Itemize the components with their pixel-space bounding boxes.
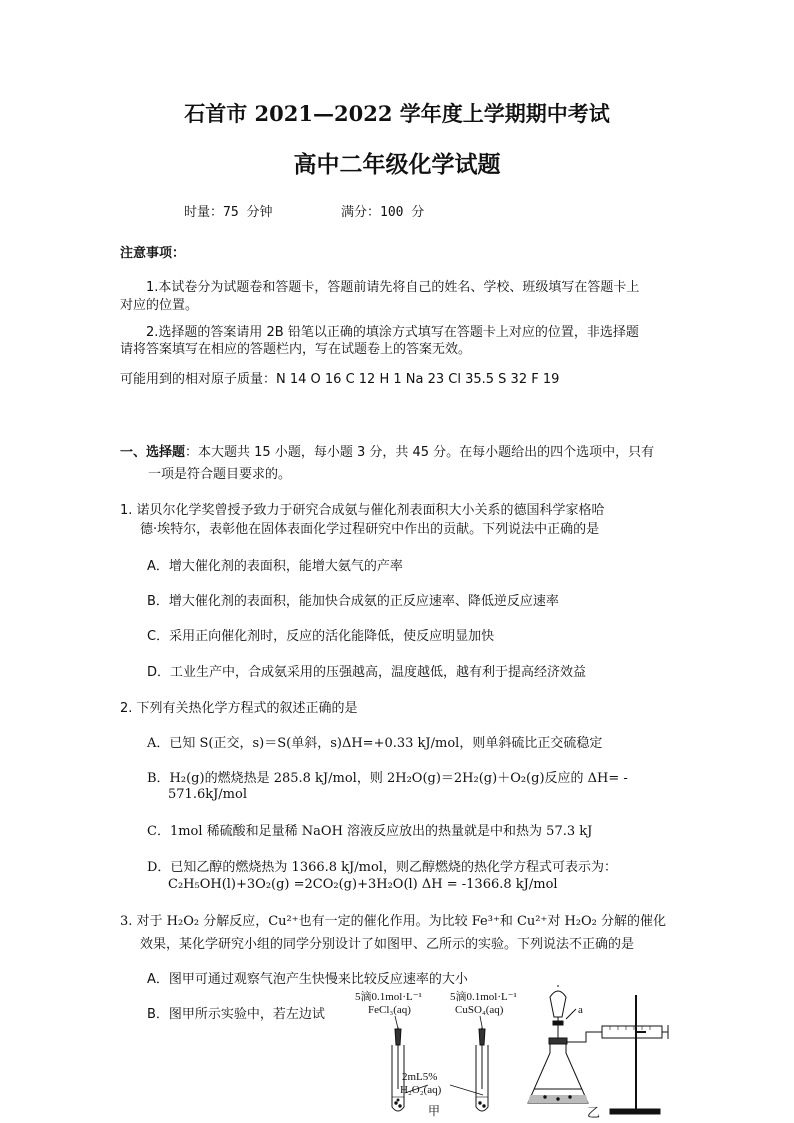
reagent-1-label-line-1: 5滴0.1mol·L⁻¹: [355, 991, 422, 1003]
q3-stem-line-2: 效果，某化学研究小组的同学分别设计了如图甲、乙所示的实验。下列说法不正确的是: [140, 937, 635, 952]
notice-item-1-line-1: 1.本试卷分为试题卷和答题卡，答题前请先将自己的姓名、学校、班级填写在答题卡上: [146, 280, 640, 295]
figure-label-jia: 甲: [428, 1104, 441, 1118]
solution-label-line-2: H₂O₂(aq): [400, 1084, 442, 1096]
solution-label-line-1: 2mL5%: [402, 1071, 438, 1083]
notice-item-2-line-2: 请将答案填写在相应的答题栏内，写在试题卷上的答案无效。: [120, 342, 472, 357]
figure-label-a: a: [578, 1004, 583, 1016]
q1-option-d: D．工业生产中，合成氨采用的压强越高，温度越低，越有利于提高经济效益: [147, 665, 587, 680]
notice-heading: 注意事项：: [120, 246, 186, 261]
section-1-text-line-2: 一项是符合题目要求的。: [148, 467, 292, 482]
q1-stem-line-2: 德·埃特尔，表彰他在固体表面化学过程研究中作出的贡献。下列说法中正确的是: [140, 522, 600, 537]
flask-apparatus: [528, 985, 668, 1114]
reagent-1-label-line-2: FeCl₃(aq): [368, 1004, 411, 1016]
section-1-label: 一、选择题: [120, 445, 186, 460]
exam-time: 时量：75 分钟: [184, 205, 273, 220]
q2-option-c: C．1mol 稀硫酸和足量稀 NaOH 溶液反应放出的热量就是中和热为 57.3 kJ: [147, 824, 593, 839]
q1-option-c: C．采用正向催化剂时，反应的活化能降低，使反应明显加快: [147, 629, 495, 644]
apparatus-figure: [340, 985, 670, 1123]
figure-label-yi: 乙: [587, 1105, 601, 1120]
q2-option-b-line-1: B．H₂(g)的燃烧热是 285.8 kJ/mol，则 2H₂O(g)＝2H₂(g)＋O₂(g)反应的 ΔH= -: [147, 771, 628, 786]
exam-score: 满分：100 分: [341, 205, 425, 220]
q2-stem: 2. 下列有关热化学方程式的叙述正确的是: [120, 701, 358, 716]
test-tube-1: [392, 1027, 404, 1111]
notice-item-2-line-1: 2.选择题的答案请用 2B 铅笔以正确的填涂方式填写在答题卡上对应的位置，非选择题: [146, 325, 639, 340]
notice-item-1-line-2: 对应的位置。: [120, 298, 199, 313]
q2-option-a: A．已知 S(正交，s)＝S(单斜，s)ΔH=+0.33 kJ/mol，则单斜硫比正交硫稳定: [147, 736, 603, 751]
section-1-text: ：本大题共 15 小题，每小题 3 分，共 45 分。在每小题给出的四个选项中，只有: [185, 445, 655, 460]
q2-option-d-line-1: D．已知乙醇的燃烧热为 1366.8 kJ/mol，则乙醇燃烧的热化学方程式可表示为：: [147, 860, 617, 875]
q1-stem-line-1: 1. 诺贝尔化学奖曾授予致力于研究合成氨与催化剂表面积大小关系的德国科学家格哈: [120, 503, 605, 518]
q3-option-a: A．图甲可通过观察气泡产生快慢来比较反应速率的大小: [147, 972, 468, 987]
reagent-2-label-line-1: 5滴0.1mol·L⁻¹: [450, 991, 517, 1003]
reagent-2-label-line-2: CuSO₄(aq): [455, 1004, 504, 1016]
section-1-intro: [120, 441, 654, 460]
q1-option-b: B．增大催化剂的表面积，能加快合成氨的正反应速率、降低逆反应速率: [147, 594, 559, 609]
exam-title: 石首市 2021—2022 学年度上学期期中考试: [184, 101, 610, 126]
test-tube-2: [476, 1027, 488, 1111]
q3-stem-line-1: 3. 对于 H₂O₂ 分解反应，Cu²⁺也有一定的催化作用。为比较 Fe³⁺和 Cu²⁺对 H₂O₂ 分解的催化: [120, 914, 667, 929]
q2-option-b-line-2: 571.6kJ/mol: [168, 787, 247, 802]
q1-option-a: A．增大催化剂的表面积，能增大氨气的产率: [147, 559, 403, 574]
atomic-masses: 可能用到的相对原子质量：N 14 O 16 C 12 H 1 Na 23 Cl 35.5 S 32 F 19: [120, 372, 560, 387]
q2-option-d-line-2: C₂H₅OH(l)+3O₂(g) =2CO₂(g)+3H₂O(l) ΔH = -1366.8 kJ/mol: [168, 877, 558, 892]
q3-option-b: B．图甲所示实验中，若左边试: [147, 1007, 325, 1022]
exam-subtitle: 高中二年级化学试题: [293, 151, 501, 178]
